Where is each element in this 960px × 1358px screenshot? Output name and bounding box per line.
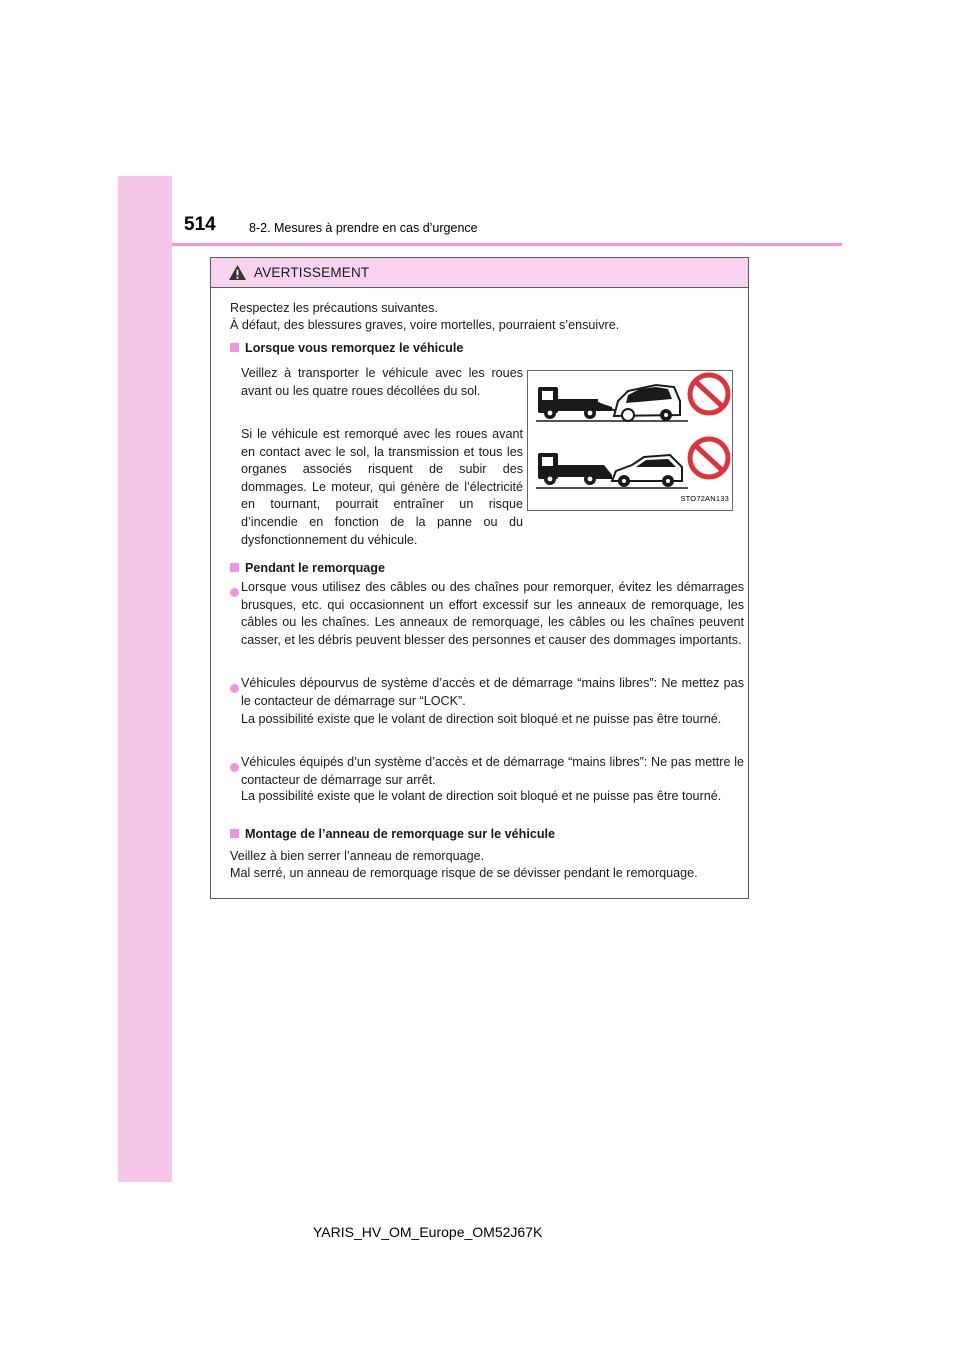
tow-truck-diagram xyxy=(528,371,732,510)
bullet-text: Lorsque vous utilisez des câbles ou des chaînes pour remorquer, évitez les démarrages brusques, etc. qui occasionnent un effort excessif sur les anneaux de remorquage, les câbles ou les chaînes. Les anneaux de remorquage, les câbles ou les chaînes peuvent casser, et les débris peuvent blesser des personnes et causer des dommages importants. xyxy=(241,580,744,647)
prohibition-upper-icon xyxy=(690,375,728,413)
bullet-continuation: La possibilité existe que le volant de direction soit bloqué et ne puisse pas être tourné. xyxy=(241,712,722,726)
towing-eye-line-1: Veillez à bien serrer l’anneau de remorquage. xyxy=(230,849,485,863)
section-heading-towing-eye xyxy=(230,826,735,844)
section-heading-towing xyxy=(230,340,735,358)
warning-box xyxy=(210,257,749,899)
intro-line-1: Respectez les précautions suivantes. xyxy=(230,301,438,315)
warning-header xyxy=(211,258,748,288)
towing-illustration xyxy=(527,370,733,511)
section-heading-text: Lorsque vous remorquez le véhicule xyxy=(245,341,464,355)
section-heading-during-towing xyxy=(230,560,735,578)
square-bullet-icon xyxy=(230,563,239,572)
towing-paragraph-2: Si le véhicule est remorqué avec les roues avant en contact avec le sol, la transmission et tous les organes associés risquent de subir des dommages. Le moteur, qui génère de l’électricité en tournant, pourrait entraîner un risque d’incendie en fonction de la panne ou du dysfonctionnement du véhicule. xyxy=(241,427,523,547)
square-bullet-icon xyxy=(230,829,239,838)
towed-car-lower-icon xyxy=(612,455,682,487)
bullet-text: Véhicules équipés d’un système d’accès et de démarrage “mains libres”: Ne pas mettre le contacteur de démarrage sur arrêt. xyxy=(241,755,744,787)
towing-eye-line-2: Mal serré, un anneau de remorquage risque de se dévisser pendant le remorquage. xyxy=(230,866,698,880)
towed-car-upper-icon xyxy=(614,385,680,421)
section-heading-text: Montage de l’anneau de remorquage sur le véhicule xyxy=(245,827,556,841)
towing-paragraph-1: Veillez à transporter le véhicule avec les roues avant ou les quatre roues décollées du sol. xyxy=(241,366,523,398)
prohibition-lower-icon xyxy=(690,439,728,477)
section-heading-text: Pendant le remorquage xyxy=(245,561,385,575)
tow-truck-upper-icon xyxy=(538,387,620,419)
footer-document-code: YARIS_HV_OM_Europe_OM52J67K xyxy=(313,1224,543,1240)
header-divider xyxy=(172,243,842,246)
tow-truck-lower-icon xyxy=(538,453,612,485)
figure-code: STO72AN133 xyxy=(680,494,729,504)
intro-line-2: À défaut, des blessures graves, voire mortelles, pourraient s’ensuivre. xyxy=(230,318,620,332)
square-bullet-icon xyxy=(230,343,239,352)
warning-triangle-icon xyxy=(228,264,247,281)
page-number: 514 xyxy=(184,214,216,235)
warning-title: AVERTISSEMENT xyxy=(254,265,370,280)
side-color-band xyxy=(118,176,172,1182)
bullet-continuation: La possibilité existe que le volant de direction soit bloqué et ne puisse pas être tourné. xyxy=(241,789,722,803)
section-title: 8-2. Mesures à prendre en cas d’urgence xyxy=(249,221,478,235)
bullet-text: Véhicules dépourvus de système d’accès et de démarrage “mains libres”: Ne mettez pas le contacteur de démarrage sur “LOCK”. xyxy=(241,676,744,708)
